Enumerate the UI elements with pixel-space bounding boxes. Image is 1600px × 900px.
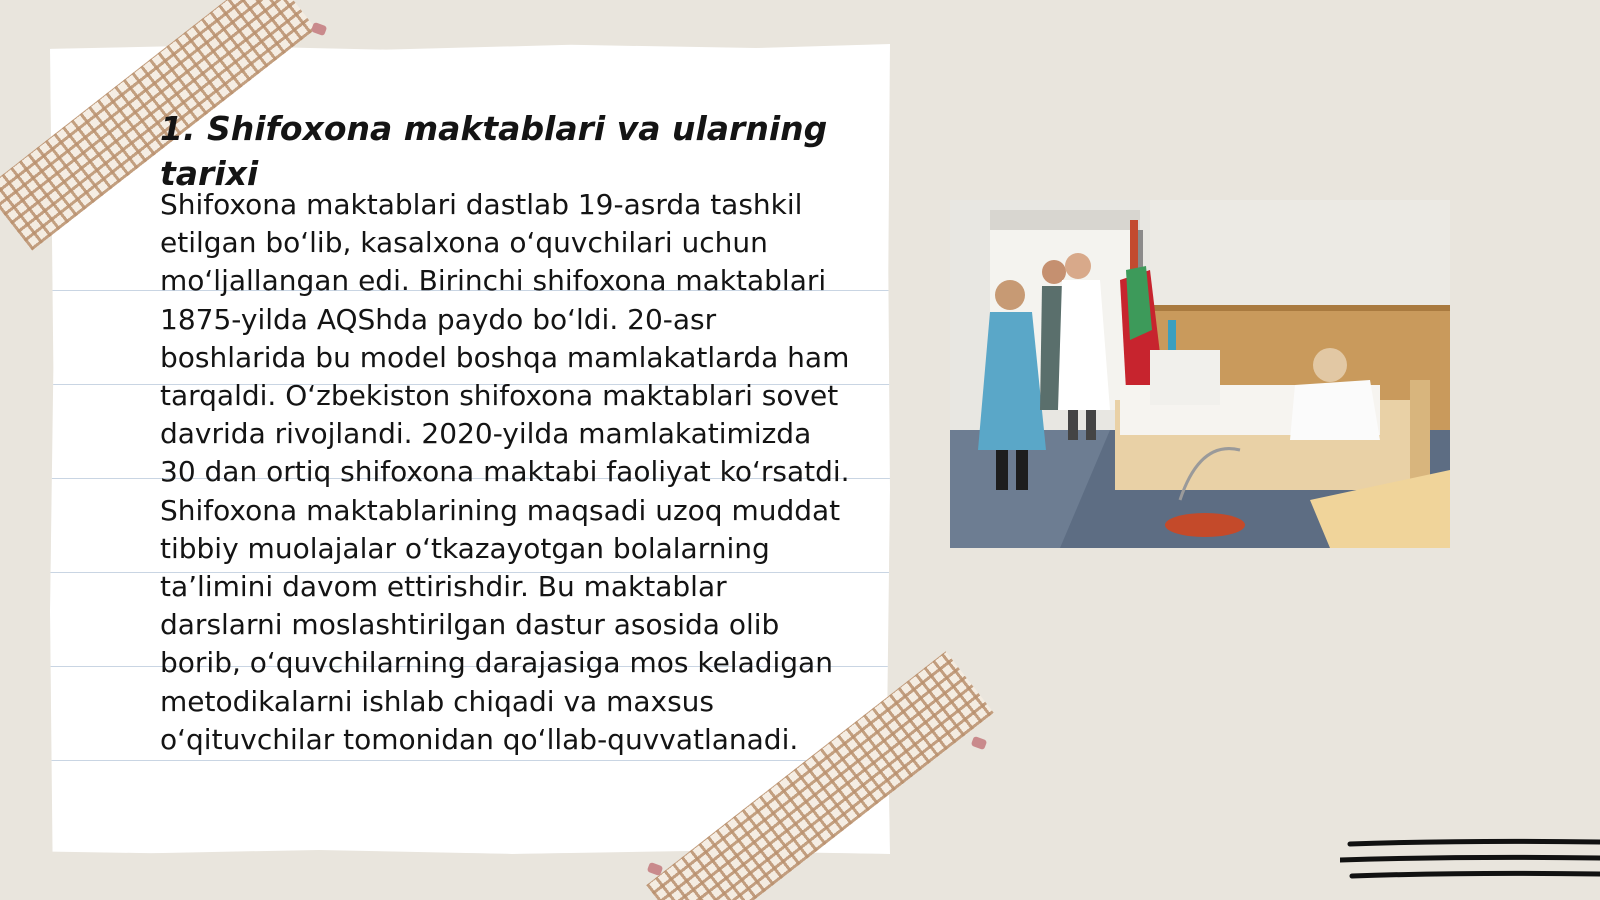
tape-corner-decoration: [971, 736, 988, 750]
hospital-ward-photo: [950, 200, 1450, 548]
slide-body-text: Shifoxona maktablari dastlab 19-asrda tashkil etilgan bo‘lib, kasalxona o‘quvchilari uchun mo‘ljallangan edi. Birinchi shifoxona maktablari 1875-yilda AQShda paydo bo‘ldi. 20-asr boshlarida bu model boshqa mamlakatlarda ham tarqaldi. O‘zbekiston shifoxona maktablari sovet davrida rivojlandi. 2020-yilda mamlakatimizda 30 dan ortiq shifoxona maktabi faoliyat ko‘rsatdi. Shifoxona maktablarining maqsadi uzoq muddat tibbiy muolajalar o‘tkazayotgan bolalarning ta’limini davom ettirishdir. Bu maktablar darslarni moslashtirilgan dastur asosida olib borib, o‘quvchilarning darajasiga mos keladigan metodikalarni ishlab chiqadi va maxsus o‘qituvchilar tomonidan qo‘llab-quvvatlanadi.: [160, 188, 850, 756]
paper-rule-line: [50, 760, 890, 761]
slide-title: 1. Shifoxona maktablari va ularning tarixi: [160, 109, 828, 193]
tape-corner-decoration: [311, 22, 328, 36]
decorative-lines-icon: [1340, 836, 1600, 886]
